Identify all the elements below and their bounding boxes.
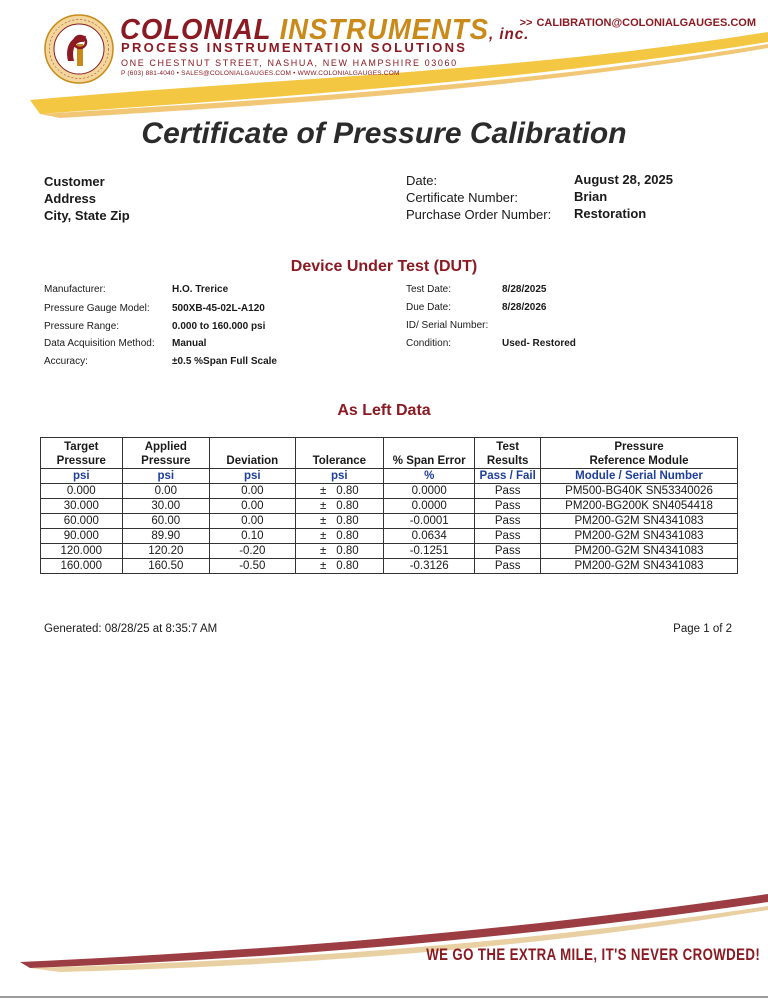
cell-target: 120.000 <box>41 544 123 559</box>
cell-span-error: 0.0000 <box>384 499 475 514</box>
company-tagline: PROCESS INSTRUMENTATION SOLUTIONS <box>121 40 468 55</box>
cell-applied: 160.50 <box>122 559 209 574</box>
cell-target: 160.000 <box>41 559 123 574</box>
header-test-results: Test Results <box>475 438 541 469</box>
cell-tolerance: ± 0.80 <box>295 529 384 544</box>
table-row <box>41 559 738 574</box>
cell-span-error: 0.0634 <box>384 529 475 544</box>
cell-result: Pass <box>475 514 541 529</box>
cell-deviation: 0.00 <box>210 484 296 499</box>
cell-deviation: 0.10 <box>210 529 296 544</box>
table-row <box>41 529 738 544</box>
footer-swoosh <box>0 880 768 980</box>
condition-value: Used- Restored <box>502 338 576 349</box>
as-left-heading: As Left Data <box>337 402 431 419</box>
footer-slogan: WE GO THE EXTRA MILE, IT'S NEVER CROWDED! <box>426 945 760 964</box>
unit-cell: Pass / Fail <box>475 469 541 484</box>
cell-module: PM200-BG200K SN4054418 <box>541 499 738 514</box>
cell-tolerance: ± 0.80 <box>295 559 384 574</box>
accuracy-value: ±0.5 %Span Full Scale <box>172 356 277 367</box>
calibration-email: >> CALIBRATION@COLONIALGAUGES.COM <box>519 17 756 29</box>
cell-span-error: 0.0000 <box>384 484 475 499</box>
cell-module: PM200-G2M SN4341083 <box>541 514 738 529</box>
page-number: Page 1 of 2 <box>673 623 732 635</box>
unit-cell: Module / Serial Number <box>541 469 738 484</box>
cell-span-error: -0.3126 <box>384 559 475 574</box>
table-row <box>41 499 738 514</box>
cell-tolerance: ± 0.80 <box>295 514 384 529</box>
cell-target: 0.000 <box>41 484 123 499</box>
cell-tolerance: ± 0.80 <box>295 499 384 514</box>
cell-result: Pass <box>475 529 541 544</box>
generated-timestamp: Generated: 08/28/25 at 8:35:7 AM <box>44 623 218 635</box>
cell-result: Pass <box>475 484 541 499</box>
cell-target: 90.000 <box>41 529 123 544</box>
cell-applied: 0.00 <box>122 484 209 499</box>
pressure-range-label: Pressure Range: <box>44 321 120 332</box>
manufacturer-value: H.O. Trerice <box>172 284 229 295</box>
company-seal-logo <box>44 14 114 84</box>
certificate-number-label: Certificate Number: <box>406 190 518 205</box>
unit-cell: psi <box>210 469 296 484</box>
customer-name: Customer <box>44 174 105 189</box>
cell-applied: 89.90 <box>122 529 209 544</box>
table-row <box>41 514 738 529</box>
test-date-value: 8/28/2025 <box>502 284 547 295</box>
date-label: Date: <box>406 173 438 188</box>
cell-module: PM200-G2M SN4341083 <box>541 529 738 544</box>
test-date-label: Test Date: <box>406 284 452 295</box>
po-number-label: Purchase Order Number: <box>406 207 552 222</box>
accuracy-label: Accuracy: <box>44 356 88 367</box>
chevron-right-icon: >> <box>519 17 533 29</box>
unit-cell: psi <box>122 469 209 484</box>
due-date-value: 8/28/2026 <box>502 302 547 313</box>
header-target-pressure: Target Pressure <box>41 438 123 469</box>
cell-span-error: -0.0001 <box>384 514 475 529</box>
acquisition-method-value: Manual <box>172 338 207 349</box>
date-value: August 28, 2025 <box>574 172 673 187</box>
company-name: COLONIAL INSTRUMENTS, inc. <box>120 14 530 46</box>
manufacturer-label: Manufacturer: <box>44 284 106 295</box>
gauge-model-label: Pressure Gauge Model: <box>44 303 150 314</box>
customer-city: City, State Zip <box>44 208 130 223</box>
unit-cell: % <box>384 469 475 484</box>
cell-result: Pass <box>475 559 541 574</box>
customer-address: Address <box>44 191 97 206</box>
cell-tolerance: ± 0.80 <box>295 484 384 499</box>
po-number-value: Restoration <box>574 206 647 221</box>
header-reference-module: Pressure Reference Module <box>541 438 738 469</box>
cell-applied: 120.20 <box>122 544 209 559</box>
header-span-error: % Span Error <box>384 438 475 469</box>
as-left-data-table <box>40 437 738 574</box>
cell-tolerance: ± 0.80 <box>295 544 384 559</box>
cell-deviation: -0.20 <box>210 544 296 559</box>
header-deviation: Deviation <box>210 438 296 469</box>
company-address: ONE CHESTNUT STREET, NASHUA, NEW HAMPSHIRE 03060 <box>121 58 458 68</box>
cell-module: PM200-G2M SN4341083 <box>541 544 738 559</box>
table-units-row <box>41 469 738 484</box>
company-contacts: P (603) 881-4040 • SALES@COLONIALGAUGES.COM • WWW.COLONIALGAUGES.COM <box>121 70 400 77</box>
condition-label: Condition: <box>406 338 452 349</box>
certificate-number-value: Brian <box>574 189 608 204</box>
cell-deviation: 0.00 <box>210 514 296 529</box>
page-title: Certificate of Pressure Calibration <box>141 117 627 150</box>
due-date-label: Due Date: <box>406 302 452 313</box>
table-row <box>41 484 738 499</box>
cell-applied: 30.00 <box>122 499 209 514</box>
cell-span-error: -0.1251 <box>384 544 475 559</box>
acquisition-method-label: Data Acquisition Method: <box>44 338 155 349</box>
dut-heading: Device Under Test (DUT) <box>290 258 478 275</box>
header-applied-pressure: Applied Pressure <box>122 438 209 469</box>
cell-module: PM500-BG40K SN53340026 <box>541 484 738 499</box>
cell-result: Pass <box>475 544 541 559</box>
cell-deviation: 0.00 <box>210 499 296 514</box>
gauge-model-value: 500XB-45-02L-A120 <box>172 303 265 314</box>
table-row <box>41 544 738 559</box>
unit-cell: psi <box>41 469 123 484</box>
cell-result: Pass <box>475 499 541 514</box>
pressure-range-value: 0.000 to 160.000 psi <box>172 321 266 332</box>
cell-deviation: -0.50 <box>210 559 296 574</box>
cell-target: 60.000 <box>41 514 123 529</box>
serial-number-label: ID/ Serial Number: <box>406 320 489 331</box>
unit-cell: psi <box>295 469 384 484</box>
cell-module: PM200-G2M SN4341083 <box>541 559 738 574</box>
cell-target: 30.000 <box>41 499 123 514</box>
cell-applied: 60.00 <box>122 514 209 529</box>
bottom-rule <box>0 996 768 998</box>
table-header-row <box>41 438 738 469</box>
header-tolerance: Tolerance <box>295 438 384 469</box>
